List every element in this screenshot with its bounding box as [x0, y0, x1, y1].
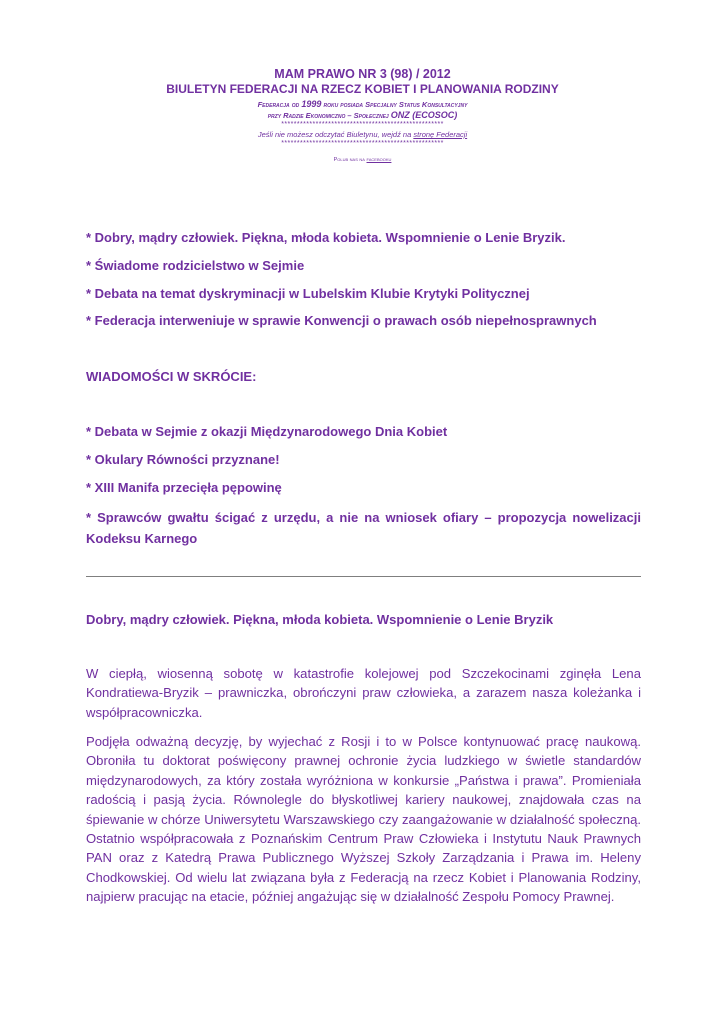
- council-line: [0, 110, 725, 121]
- toc-item[interactable]: * Federacja interweniuje w sprawie Konwencji o prawach osób niepełnosprawnych: [86, 313, 597, 328]
- briefs-heading: WIADOMOŚCI W SKRÓCIE:: [86, 369, 257, 384]
- section-divider: [86, 576, 641, 577]
- brief-item[interactable]: * Okulary Równości przyznane!: [86, 452, 280, 467]
- stars-divider-bottom: ****************************************************: [281, 140, 444, 147]
- bulletin-subtitle: BIULETYN FEDERACJI NA RZECZ KOBIET I PLANOWANIA RODZINY: [166, 82, 559, 96]
- bulletin-title: MAM PRAWO NR 3 (98) / 2012: [274, 67, 451, 81]
- facebook-link[interactable]: facebooku: [366, 157, 392, 163]
- read-note: [0, 129, 725, 140]
- article-paragraph: Podjęła odważną decyzję, by wyjechać z Rosji i to w Polsce kontynuować pracę naukową. Obroniła tu doktorat poświęcony prawnej ochronie życia ludzkiego w świetle standardów międzynarodowych, za który została wyróżniona w konkursie „Państwa i prawa”. Promieniała radością i pasją życia. Równolegle do błyskotliwej kariery naukowej, znajdowała czas na śpiewanie w chórze Uniwersytetu Warszawskiego czy zaangażowanie w działalność społeczną. Ostatnio współpracowała z Poznańskim Centrum Praw Człowieka i Instytutu Nauk Prawnych PAN oraz z Katedrą Prawa Publicznego Wyższej Szkoły Zarządzania i Prawa im. Heleny Chodkowskiej. Od wielu lat związana była z Federacją na rzecz Kobiet i Planowania Rodziny, najpierw pracując na etacie, później angażując się w działalność Zespołu Pomocy Prawnej.: [86, 734, 641, 905]
- status-year: 1999: [301, 99, 322, 109]
- status-text-a: Federacja od: [257, 100, 302, 109]
- federation-site-link[interactable]: stronę Federacji: [413, 130, 468, 139]
- council-text: przy Radzie Ekonomiczno – Społecznej: [267, 111, 391, 120]
- toc-item[interactable]: * Debata na temat dyskryminacji w Lubelskim Klubie Krytyki Politycznej: [86, 286, 530, 301]
- read-note-text: Jeśli nie możesz odczytać Biuletynu, wejdź na: [257, 130, 414, 139]
- like-line: [0, 156, 725, 165]
- toc-item[interactable]: * Dobry, mądry człowiek. Piękna, młoda kobieta. Wspomnienie o Lenie Bryzik.: [86, 230, 566, 245]
- brief-item[interactable]: * Debata w Sejmie z okazji Międzynarodowego Dnia Kobiet: [86, 424, 448, 439]
- like-text: Polub nas na: [333, 157, 367, 163]
- stars-divider-top: ****************************************************: [281, 121, 444, 128]
- toc-item[interactable]: * Świadome rodzicielstwo w Sejmie: [86, 258, 305, 273]
- brief-item[interactable]: * XIII Manifa przecięła pępowinę: [86, 480, 282, 495]
- article-title: Dobry, mądry człowiek. Piękna, młoda kobieta. Wspomnienie o Lenie Bryzik: [86, 612, 554, 627]
- council-abbr: ONZ (ECOSOC): [390, 110, 458, 120]
- brief-item[interactable]: * Sprawców gwałtu ścigać z urzędu, a nie na wniosek ofiary – propozycja nowelizacji Kodeksu Karnego: [86, 510, 641, 546]
- bulletin-header: [0, 66, 725, 165]
- consultative-status-line: [0, 99, 725, 110]
- status-text-b: roku posiada Specjalny Status Konsultacyjny: [321, 100, 468, 109]
- article-paragraph: W ciepłą, wiosenną sobotę w katastrofie kolejowej pod Szczekocinami zginęła Lena Kondratiewa-Bryzik – prawniczka, obrończyni praw człowieka, a zarazem nasza koleżanka i współpracowniczka.: [86, 666, 641, 720]
